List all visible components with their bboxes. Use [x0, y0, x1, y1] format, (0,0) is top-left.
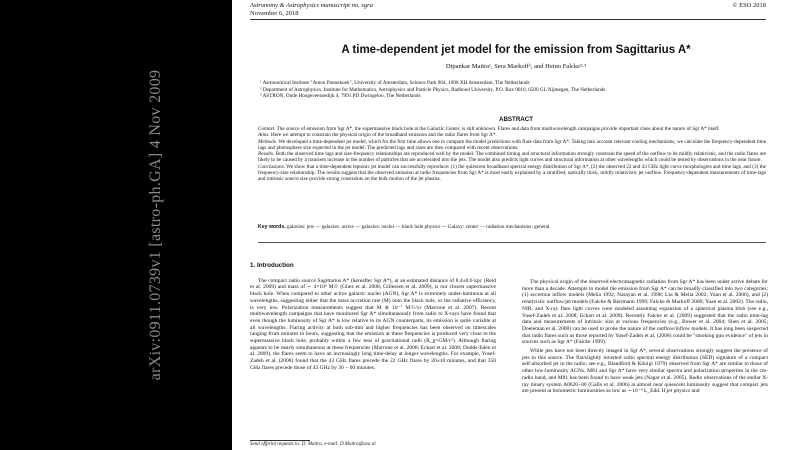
copyright: © ESO 2018 [732, 2, 766, 9]
context-label: Context. [258, 126, 276, 132]
results-label: Results. [258, 151, 275, 158]
header-rule [250, 19, 766, 20]
abstract-methods [258, 139, 766, 152]
abstract-separator [258, 242, 766, 243]
abstract-conclusions [258, 164, 766, 183]
authors: Dipankar Maitra¹, Sera Markoff¹, and Heino Falcke²·³ [445, 63, 587, 70]
conclusions-label: Conclusions. [258, 163, 285, 170]
running-header [250, 2, 373, 18]
paper-title: A time-dependent jet model for the emission from Sagittarius A* [341, 44, 691, 56]
methods-text: We developed a time-dependent jet model, which for the first time allows one to compare the model predictions with flare data from Sgr A*. Taking into account relevant cooling mechanisms, we calculate the frequency-dependent time lags and photosphere size expected in the jet model. The predicted lags and sizes are then compared with recent observations. [258, 138, 766, 151]
paper-page [232, 0, 800, 450]
affiliation-1: ¹ Astronomical Institute "Anton Pannekoek", University of Amsterdam, Science Park 904, 1098 XH Amsterdam, The Netherlands [260, 80, 530, 86]
journal-line: Astronomy & Astrophysics manuscript no. sgra [250, 2, 373, 9]
aims-text: Here we attempt to constrain the physical origin of the broadband emission and the radio flares from Sgr A*. [269, 132, 497, 139]
results-text: Both the observed time lags and size-frequency relationships are reproduced well by the model. The combined timing and structural information strongly constrain the speed of the outflow to be mildly relativistic, and the radio flares are likely to be caused by a transient increase in the number of particles that are accelerated into the jets. The model also predicts light curves and structural information at other wavelengths which could be tested by observations in the near future. [258, 151, 766, 164]
footnote: Send offprint requests to: D. Maitra, e-mail: D.Maitra@uva.nl [250, 442, 376, 447]
date-line: November 6, 2018 [250, 10, 299, 17]
context-text: The source of emission from Sgr A*, the supermassive black hole at the Galactic Center, is still unknown. Flares and data from multiwavelength campaigns provide important clues about the nature of Sgr A* itself. [275, 126, 720, 132]
abstract [258, 126, 766, 183]
aims-label: Aims. [258, 132, 270, 139]
keywords-text: galaxies: jets — galaxies: active — galaxies: nuclei — black hole physics — Galaxy: center — radiation mechanisms: general [285, 224, 550, 230]
footnote-rule [250, 440, 310, 441]
methods-label: Methods. [258, 138, 278, 145]
section-heading: 1. Introduction [250, 262, 294, 269]
abstract-heading: ABSTRACT [498, 116, 534, 123]
arxiv-watermark: arXiv:0911.0739v1 [astro-ph.GA] 4 Nov 2009 [147, 69, 164, 381]
affiliation-3: ³ ASTRON, Oude Hoogeveensedijk 4, 7991 PD Dwingeloo, The Netherlands [260, 93, 421, 100]
right-column [522, 279, 768, 397]
keywords [258, 224, 766, 230]
intro-paragraph-2: The physical origin of the observed electromagnetic radiation from Sgr A* has been under active debate for more than a decade. Attempts to model the emission from Sgr A* can be broadly classified into two categories: (1) accretion inflow models (Melia 1992; Narayan et al. 1998; Liu & Melia 2002; Yuan et al. 2006), and (2) relativistic outflow/jet models (Falcke & Biermann 1999; Falcke & Markoff 2000; Yuan et al. 2002). The radio, NIR, and X-ray flare light curves were modeled assuming expansion of a spherical plasma blob (see e.g., Yusef-Zadeh et al. 2008; Eckart et al. 2009). Recently Falcke et al. (2009) suggested that the radio time-lag data and measurements of intrinsic size at various frequencies (e.g., Bower et al. 2004; Shen et al. 2005; Doeleman et al. 2008) can be used to probe the nature of the outflow/inflow models. It has long been suspected that radio flares such as those reported by Yusef-Zadeh et al. (2008) could be "smoking gun evidence" of jets in sources such as Sgr A* (Falcke 1999). [522, 279, 768, 346]
left-column [250, 263, 496, 374]
conclusions-text: We show that a time-dependent leptonic jet model can successfully reproduce: (1) the quiescent broadband spectral energy distribution of Sgr A*, (2) the observed 22 and 43 GHz light curve morphologies and time lags, and (3) the frequency-size relationship. The results suggest that the observed emission at radio frequencies from Sgr A* is most easily explained by a stratified, optically thick, mildly relativistic jet outflow. Frequency-dependent measurements of time-lags and intrinsic source size provide strong constraints on the bulk motion of the jet plasma. [258, 163, 766, 183]
affiliation-2: ² Department of Astrophysics, Institute for Mathematics, Astrophysics and Particle Physics, Radboud University, P.O. Box 9010, 6500 GL Nijmegen, The Netherlands [260, 86, 606, 93]
abstract-results [258, 151, 766, 164]
intro-paragraph-3: While jets have not been directly imaged in Sgr A*, several observations strongly suggest the presence of jets in this source. The flat/slightly inverted radio spectral energy distribution (SED) signature of a compact self-absorbed jet in the radio; see e.g., Blandford & Königl 1979) observed from Sgr A* are similar to those of other low-luminosity AGNs. M81 and Sgr A* have very similar spectra and polarization properties in the cm-radio band, and M81 has been found to have weak jets (Nagar et al. 2005). Radio observations of the stellar X-ray binary system A0620−00 (Gallo et al. 2006) at almost near quiescent luminosity suggest that compact jets are present at bolometric luminosities as low as ∼10⁻⁹ L_Edd. If jet physics and [522, 348, 768, 395]
keywords-label: Key words. [258, 224, 286, 230]
intro-paragraph-1: The compact radio source Sagittarius A* (hereafter Sgr A*), at an estimated distance of 8.4±0.6 kpc (Reid et al. 2009) and mass of ∼ 4×10⁶ M☉ (Ghez et al. 2008; Gillessen et al. 2009), is our closest supermassive black hole. When compared to other active galactic nuclei (AGN), Sgr A* is extremely under-luminous at all wavelengths, suggesting either that the mass accretion rate (Ṁ) onto the black hole, or the radiative efficiency, is very low. Polarization measurements suggest that Ṁ ≲ 10⁻⁷ M☉/yr (Marrone et al. 2007). Recent multiwavelength campaigns that have monitored Sgr A* simultaneously from radio to X-rays have found that even though the luminosity of Sgr A* is low relative to its AGN counterparts, its emission is quite variable at all wavelengths. Flaring activity at both sub-mm and higher frequencies has been observed on timescales ranging from minutes to hours, suggesting that the emission at these frequencies is produced very close to the supermassive black hole, probably within a few tens of gravitational radii (R_g=GM/c²). Although flaring appears to be nearly simultaneous at these frequencies (Marrone et al. 2008; Eckart et al. 2008; Dodds-Eden et al. 2009), the flares seem to have an increasingly long time-delay at longer wavelengths. For example, Yusef-Zadeh et al. (2008) found that the 43 GHz flares precede the 22 GHz flares by 20±10 minutes, and that 350 GHz flares precede those of 43 GHz by 30 − 60 minutes. [250, 277, 496, 371]
affiliations [258, 80, 658, 100]
